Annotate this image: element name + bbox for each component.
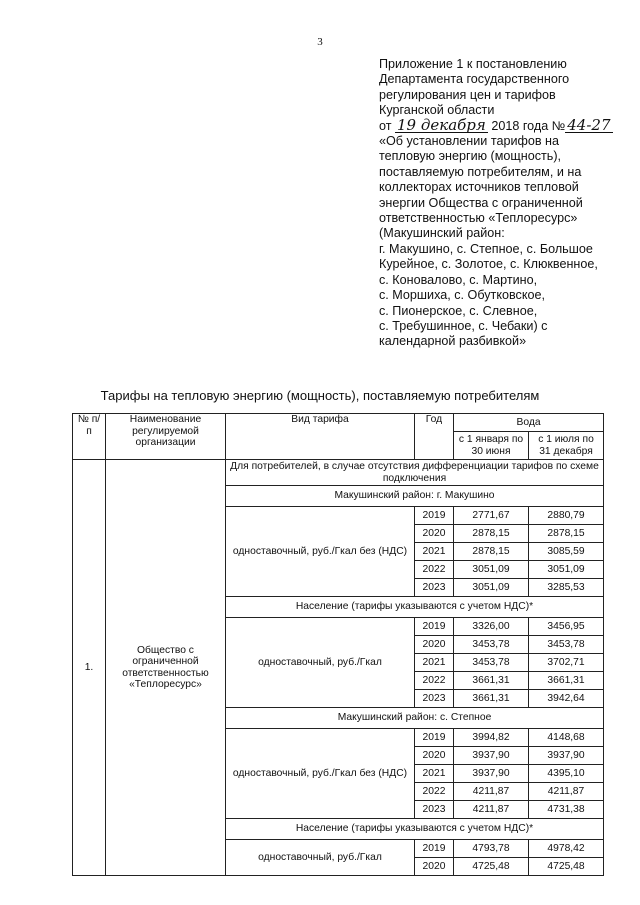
population-row: Население (тарифы указываются с учетом НДС)*	[226, 597, 604, 618]
subject-line: г. Макушино, с. Степное, с. Большое	[379, 241, 593, 256]
value-h2: 4395,10	[529, 765, 604, 783]
value-h1: 3453,78	[454, 654, 529, 672]
subject-line: коллекторах источников тепловой	[379, 180, 579, 195]
subject-line: ответственностью «Теплоресурс»	[379, 211, 578, 226]
tariff-type-cell: одноставочный, руб./Гкал без (НДС)	[226, 507, 415, 597]
header-h2: с 1 июля по 31 декабря	[529, 432, 604, 460]
year-cell: 2023	[415, 579, 454, 597]
page-number: 3	[317, 36, 323, 48]
tariff-type-cell: одноставочный, руб./Гкал	[226, 840, 415, 876]
year-cell: 2022	[415, 783, 454, 801]
header-num: № п/п	[73, 414, 106, 460]
row-number: 1.	[73, 460, 106, 876]
value-h1: 4793,78	[454, 840, 529, 858]
value-h2: 4978,42	[529, 840, 604, 858]
year-cell: 2021	[415, 765, 454, 783]
subject-line: с. Коновалово, с. Мартино,	[379, 272, 538, 287]
year-cell: 2019	[415, 507, 454, 525]
date-mid: 2018 года №	[491, 118, 566, 133]
year-cell: 2019	[415, 729, 454, 747]
value-h2: 4148,68	[529, 729, 604, 747]
year-cell: 2022	[415, 672, 454, 690]
consumers-note: Для потребителей, в случае отсутствия дифференциации тарифов по схеме подключения	[226, 460, 604, 486]
year-cell: 2022	[415, 561, 454, 579]
year-cell: 2023	[415, 690, 454, 708]
value-h1: 4211,87	[454, 783, 529, 801]
location-row: Макушинский район: с. Степное	[226, 708, 604, 729]
value-h2: 3661,31	[529, 672, 604, 690]
year-cell: 2020	[415, 747, 454, 765]
header-org: Наименование регулируемой организации	[106, 414, 226, 460]
value-h1: 4725,48	[454, 858, 529, 876]
header-h1: с 1 января по 30 июня	[454, 432, 529, 460]
handwritten-number: 44-27	[567, 115, 611, 134]
value-h2: 4731,38	[529, 801, 604, 819]
value-h1: 3051,09	[454, 579, 529, 597]
value-h2: 3942,64	[529, 690, 604, 708]
year-cell: 2020	[415, 858, 454, 876]
value-h1: 2771,67	[454, 507, 529, 525]
value-h2: 3085,59	[529, 543, 604, 561]
value-h2: 3285,53	[529, 579, 604, 597]
handwritten-date: 19 декабря	[397, 115, 486, 134]
year-cell: 2023	[415, 801, 454, 819]
value-h1: 3051,09	[454, 561, 529, 579]
value-h1: 3661,31	[454, 690, 529, 708]
population-row: Население (тарифы указываются с учетом НДС)*	[226, 819, 604, 840]
subject-line: энергии Общества с ограниченной	[379, 195, 583, 210]
appendix-line: Приложение 1 к постановлению	[379, 57, 567, 71]
subject-line: с. Пионерское, с. Слевное,	[379, 303, 538, 318]
subject-line: тепловую энергию (мощность),	[379, 149, 562, 164]
appendix-header	[379, 57, 629, 350]
year-cell: 2021	[415, 654, 454, 672]
header-year: Год	[415, 414, 454, 460]
subject-line: «Об установлении тарифов на	[379, 134, 560, 149]
tariff-table	[72, 413, 604, 876]
value-h1: 3937,90	[454, 765, 529, 783]
value-h2: 2880,79	[529, 507, 604, 525]
value-h1: 3326,00	[454, 618, 529, 636]
subject-line: календарной разбивкой»	[379, 334, 527, 349]
subject-line: с. Моршиха, с. Обутковское,	[379, 288, 545, 303]
appendix-line: Курганской области	[379, 103, 495, 118]
year-cell: 2020	[415, 525, 454, 543]
appendix-line: Департамента государственного	[379, 72, 570, 87]
subject-line: поставляемую потребителям, и на	[379, 164, 582, 179]
value-h2: 3453,78	[529, 636, 604, 654]
subject-line: с. Требушинное, с. Чебаки) с	[379, 318, 548, 333]
header-water: Вода	[454, 414, 604, 432]
value-h2: 3456,95	[529, 618, 604, 636]
year-cell: 2020	[415, 636, 454, 654]
value-h2: 4725,48	[529, 858, 604, 876]
subject-line: (Макушинский район:	[379, 226, 505, 241]
appendix-date-line	[379, 115, 629, 134]
organization-name: Общество с ограниченной ответственностью «Теплоресурс»	[106, 460, 226, 876]
location-row: Макушинский район: г. Макушино	[226, 486, 604, 507]
value-h1: 2878,15	[454, 543, 529, 561]
value-h1: 3994,82	[454, 729, 529, 747]
value-h1: 3937,90	[454, 747, 529, 765]
value-h2: 3937,90	[529, 747, 604, 765]
header-tariff-type: Вид тарифа	[226, 414, 415, 460]
subject-line: Курейное, с. Золотое, с. Клюквенное,	[379, 257, 598, 272]
year-cell: 2019	[415, 840, 454, 858]
value-h1: 3453,78	[454, 636, 529, 654]
value-h1: 2878,15	[454, 525, 529, 543]
value-h2: 4211,87	[529, 783, 604, 801]
value-h1: 3661,31	[454, 672, 529, 690]
date-prefix: от	[379, 118, 392, 133]
value-h2: 3051,09	[529, 561, 604, 579]
value-h1: 4211,87	[454, 801, 529, 819]
table-title: Тарифы на тепловую энергию (мощность), поставляемую потребителям	[100, 388, 540, 403]
year-cell: 2019	[415, 618, 454, 636]
value-h2: 2878,15	[529, 525, 604, 543]
appendix-line: регулирования цен и тарифов	[379, 87, 556, 102]
value-h2: 3702,71	[529, 654, 604, 672]
tariff-type-cell: одноставочный, руб./Гкал без (НДС)	[226, 729, 415, 819]
tariff-type-cell: одноставочный, руб./Гкал	[226, 618, 415, 708]
year-cell: 2021	[415, 543, 454, 561]
